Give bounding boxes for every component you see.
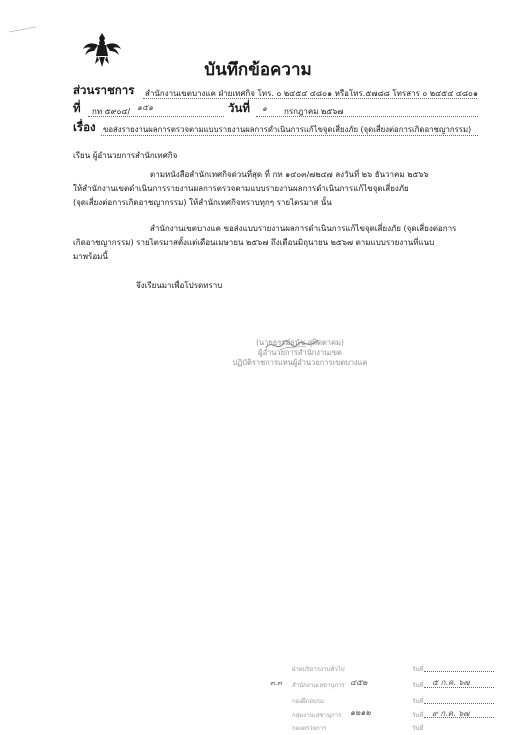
- routing-handwritten-date-1: ๕ ก.ค. ๖๗: [432, 678, 470, 687]
- date-dotline: [256, 116, 478, 117]
- routing-row-4-date-label: วันที่: [412, 712, 424, 719]
- paragraph1-line2: ให้สำนักงานเขตดำเนินการรายงานผลการตรวจตามแบบรายงานผลการดำเนินการแก้ไขจุดเสี่ยงภัย: [73, 184, 409, 193]
- department-label: ส่วนราชการ: [73, 83, 135, 97]
- routing-row-2-dotline: [424, 687, 494, 688]
- routing-row-3-dotline: [424, 703, 494, 704]
- routing-handwritten-2: ๑๒๑๒: [350, 708, 371, 717]
- subject-dotline: [101, 135, 478, 136]
- routing-row-4-label: กลุ่มงานเลขานุการ: [292, 712, 342, 719]
- paragraph2-line1: สำนักงานเขตบางแค ขอส่งแบบรายงานผลการดำเนินการแก้ไขจุดเสี่ยงภัย (จุดเสี่ยงต่อการ: [150, 224, 457, 233]
- routing-row-2-label: สำนักงานเลขานุการ: [292, 682, 345, 689]
- routing-handwritten-1: ๔๕๒: [350, 678, 368, 687]
- signer-position-1: ผู้อำนวยการสำนักงานเขต: [258, 348, 342, 357]
- salutation: เรียน ผู้อำนวยการสำนักเทศกิจ: [73, 151, 178, 160]
- closing-line: จึงเรียนมาเพื่อโปรดทราบ: [136, 281, 223, 290]
- signer-name: (นายธรรม์ธนัช สุพิตตาคม): [256, 338, 344, 347]
- department-dotline: [143, 98, 477, 99]
- subject-label: เรื่อง: [73, 120, 96, 134]
- routing-row-5-label: กองตรวจการ: [292, 725, 327, 732]
- routing-row-4-dotline: [424, 717, 494, 718]
- ref-label: ที่: [73, 101, 81, 115]
- routing-row-2-date-label: วันที่: [412, 682, 424, 689]
- ref-dotline: [88, 116, 224, 117]
- routing-row-5-date-label: วันที่: [412, 725, 424, 732]
- routing-row-1-date-label: วันที่: [412, 666, 424, 673]
- corner-scratch-mark: [8, 26, 38, 34]
- department-value: สำนักงานเขตบางแค ฝ่ายเทศกิจ โทร. ๐ ๒๔๕๔ ๔๘๐๑ หรือโทร.๕๗๘๘ โทรสาร ๐ ๒๔๕๔ ๔๘๐๑: [145, 89, 479, 98]
- signer-position-2: ปฏิบัติราชการแทนผู้อำนวยการเขตบางแค: [232, 358, 368, 367]
- subject-value: ขอส่งรายงานผลการตรวจตามแบบรายงานผลการดำเนินการแก้ไขจุดเสี่ยงภัย (จุดเสี่ยงต่อการเกิดอาชญากรรม): [103, 125, 472, 134]
- routing-handwritten-number: ๓.๓: [270, 679, 282, 687]
- routing-row-1-label: ฝ่ายบริหารงานทั่วไป: [292, 666, 345, 673]
- paragraph1-line1: ตามหนังสือสำนักเทศกิจด่วนที่สุด ที่ กท ๑๔๐๓/๗๒๔๗ ลงวันที่ ๒๖ ธันวาคม ๒๕๖๖: [150, 170, 429, 179]
- routing-row-3-label: กองฝึกอบรม: [292, 698, 324, 705]
- signature-block: [200, 338, 400, 368]
- routing-handwritten-date-2: ๙ ก.ค. ๖๗: [432, 709, 470, 718]
- ref-handwritten-number: ๑๕๑: [137, 103, 154, 112]
- ref-value: กท ๕๙๐๔/: [92, 107, 131, 116]
- paragraph2-line2: เกิดอาชญากรรม) รายไตรมาสตั้งแต่เดือนเมษายน ๒๕๖๗ ถึงเดือนมิถุนายน ๒๕๖๗ ตามแบบรายงานที่แนบ: [73, 238, 435, 247]
- routing-row-1-dotline: [424, 671, 494, 672]
- paragraph1-line3: (จุดเสี่ยงต่อการเกิดอาชญากรรม) ให้สำนักเทศกิจทราบทุกๆ รายไตรมาส นั้น: [73, 198, 332, 207]
- date-value: กรกฎาคม ๒๕๖๗: [284, 107, 344, 116]
- date-label: วันที่: [228, 101, 250, 115]
- routing-row-3-date-label: วันที่: [412, 698, 424, 705]
- page-title: บันทึกข้อความ: [204, 60, 312, 80]
- paragraph2-line3: มาพร้อมนี้: [73, 252, 108, 261]
- date-day-handwritten: ๑: [262, 104, 268, 113]
